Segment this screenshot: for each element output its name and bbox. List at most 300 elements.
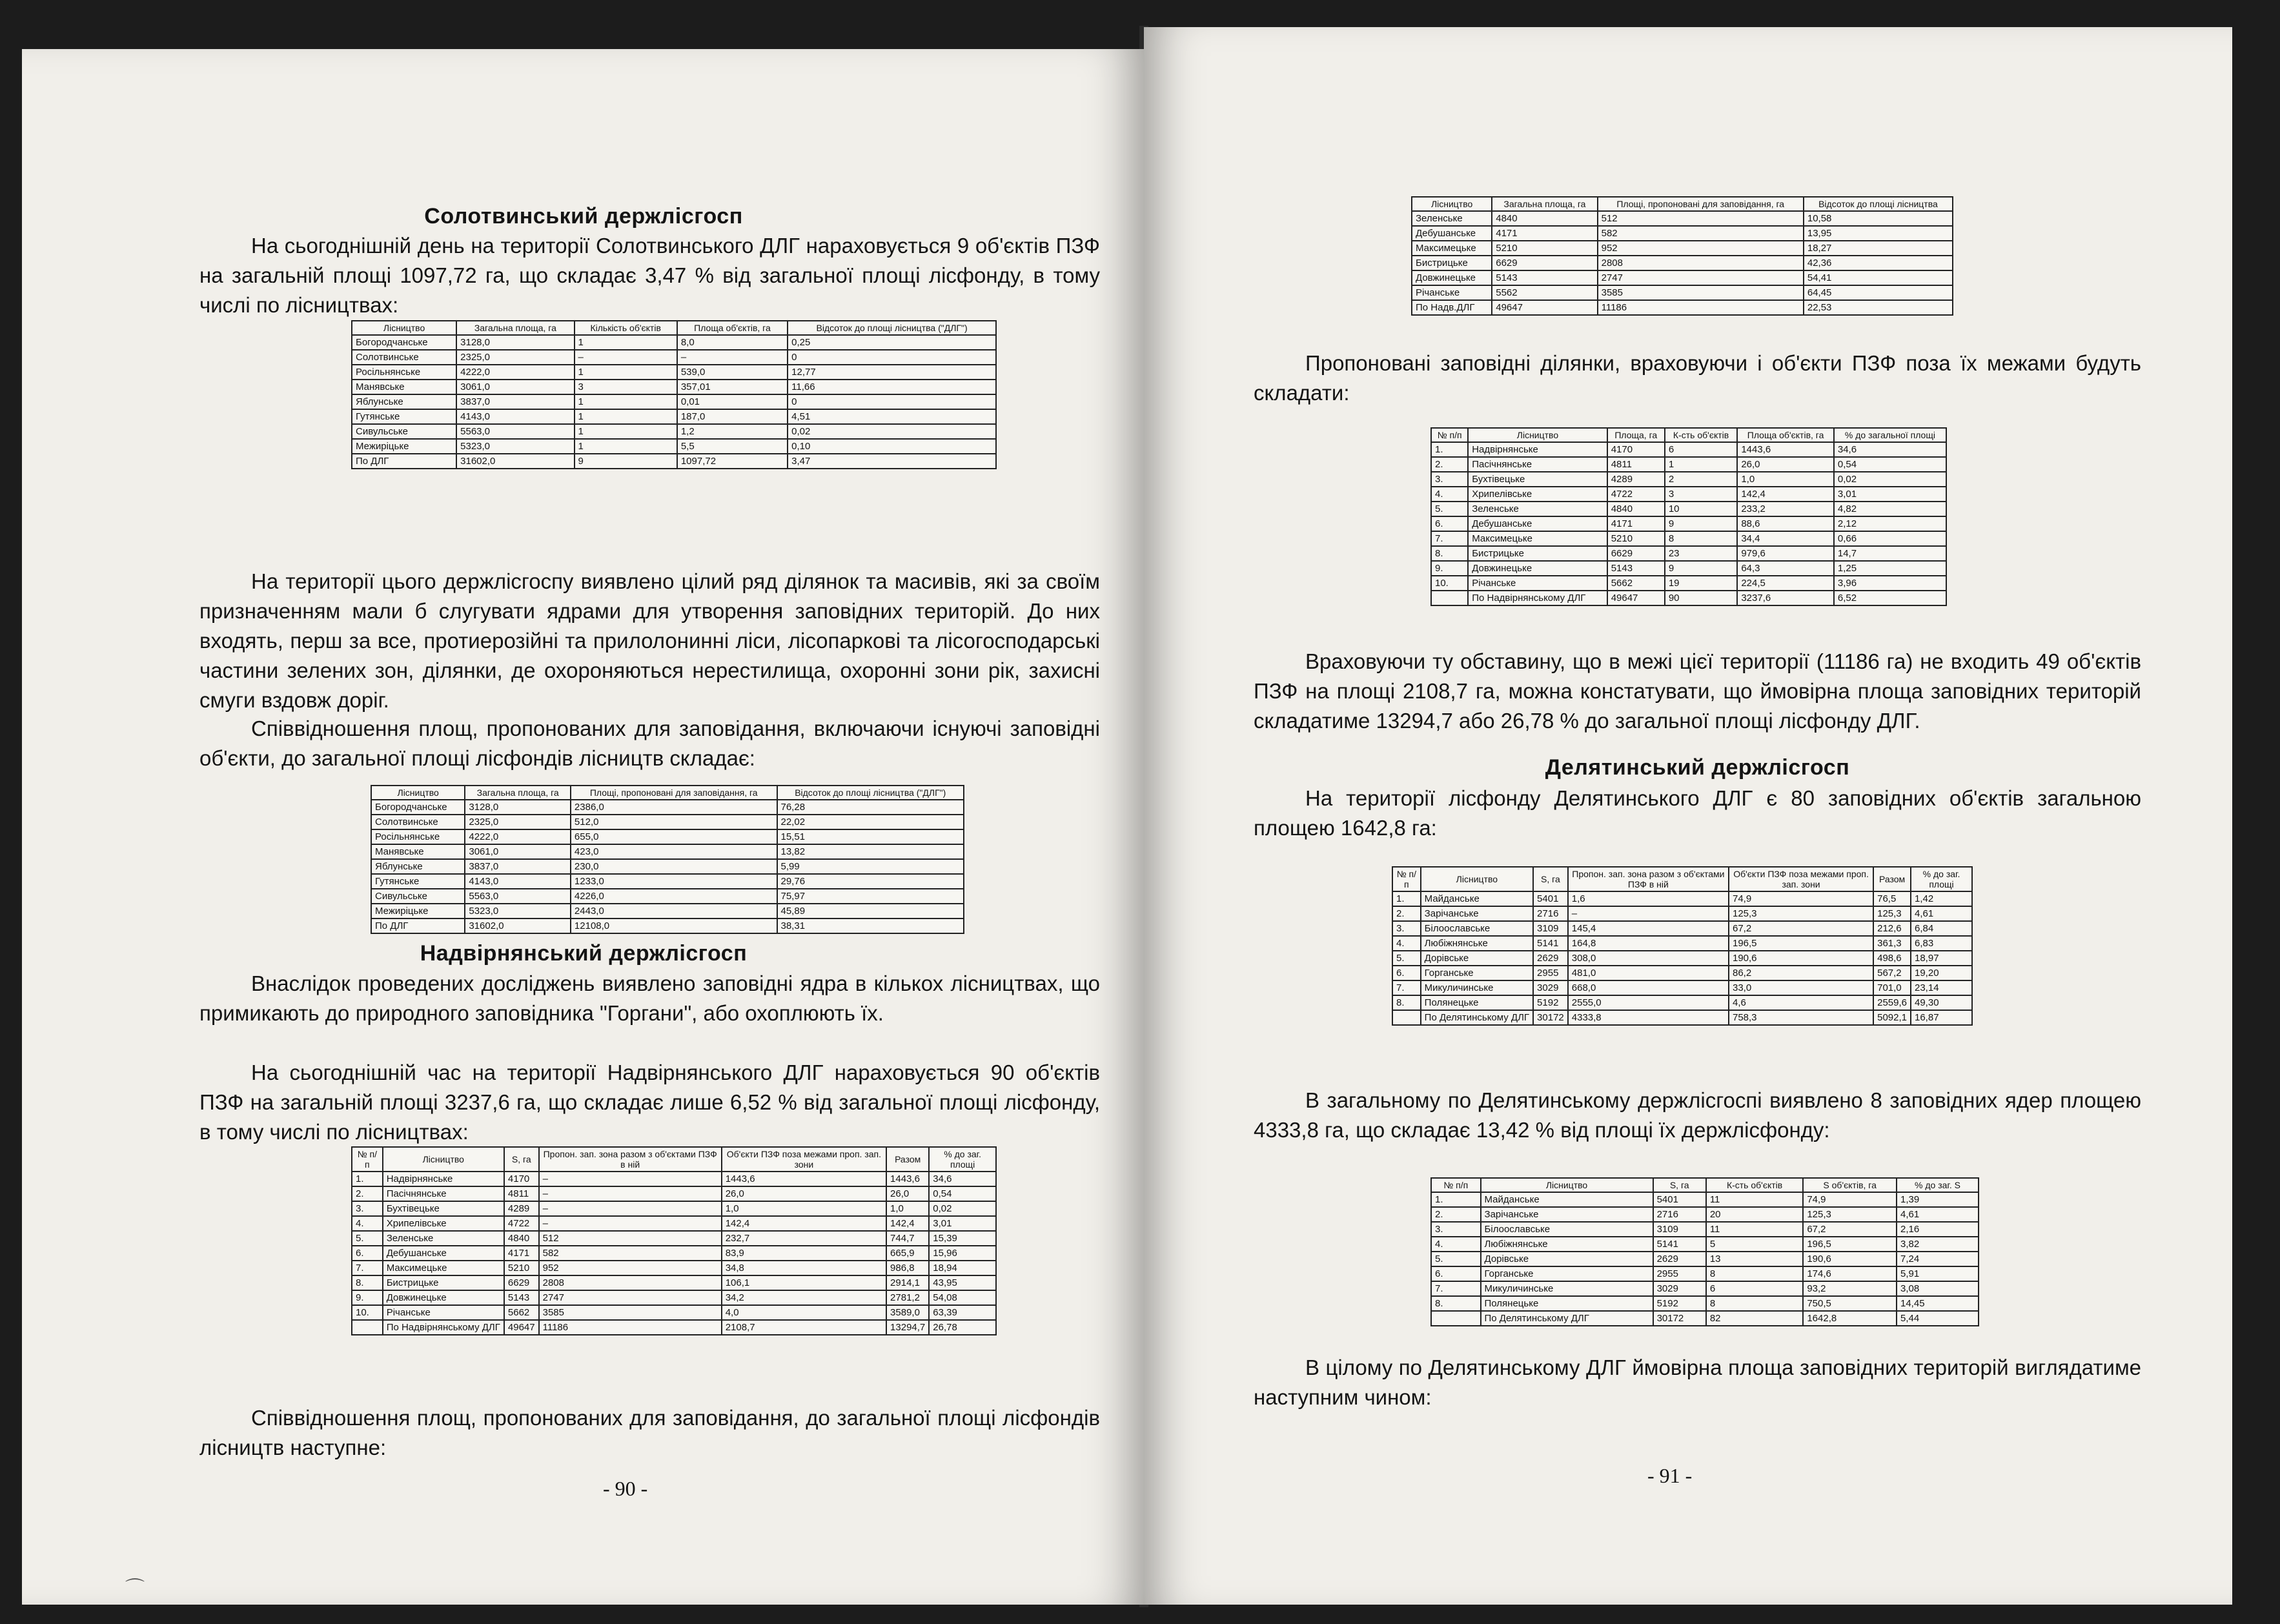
column-header: Площі, пропоновані для заповідання, га: [571, 786, 777, 800]
solotvyno-para3: Співвідношення площ, пропонованих для заповідання, включаючи існуючі заповідні об'єкти, до загальної площі лісфондів лісництв складає:: [199, 716, 1100, 770]
table-cell: 5,5: [677, 439, 788, 454]
table-cell: 125,3: [1873, 906, 1911, 921]
table-cell: 2955: [1653, 1266, 1706, 1281]
table-cell: –: [539, 1172, 722, 1186]
table-cell: По Делятинському ДЛГ: [1421, 1010, 1533, 1025]
table-cell: 308,0: [1568, 951, 1729, 966]
table-cell: 3.: [1431, 1222, 1481, 1237]
table-cell: 3837,0: [456, 394, 574, 409]
table-cell: 174,6: [1803, 1266, 1897, 1281]
table-cell: 8.: [1392, 995, 1421, 1010]
table-cell: 4143,0: [456, 409, 574, 424]
table-cell: Зарічанське: [1421, 906, 1533, 921]
table-cell: 212,6: [1873, 921, 1911, 936]
table-cell: 1,0: [722, 1201, 886, 1216]
table-row: [1412, 300, 1953, 315]
table-row: [371, 889, 964, 904]
table-cell: 2325,0: [465, 815, 571, 829]
column-header: Разом: [1873, 867, 1911, 891]
table-row: [371, 829, 964, 844]
table-cell: 1233,0: [571, 874, 777, 889]
column-header: S, га: [1533, 867, 1568, 891]
table-cell: 9: [575, 454, 677, 469]
table-row: [352, 380, 996, 394]
table-cell: 145,4: [1568, 921, 1729, 936]
table-cell: 6,52: [1834, 591, 1946, 605]
column-header: Загальна площа, га: [456, 321, 574, 335]
table-cell: 3585: [539, 1305, 722, 1320]
column-header: Кількість об'єктів: [575, 321, 677, 335]
table-cell: 5401: [1653, 1192, 1706, 1207]
table-cell: 5662: [504, 1305, 539, 1320]
table-cell: Пасічнянське: [1468, 457, 1607, 472]
table-cell: 1,25: [1834, 561, 1946, 576]
table-cell: 67,2: [1729, 921, 1873, 936]
table-row: [352, 350, 996, 365]
deliatyn-para3: В цілому по Делятинському ДЛГ ймовірна площа заповідних територій виглядатиме наступним чином:: [1254, 1355, 2141, 1409]
table-cell: Бухтівецьке: [383, 1201, 504, 1216]
table-cell: 76,5: [1873, 891, 1911, 906]
table-cell: Солотвинське: [352, 350, 456, 365]
table-cell: Дорівське: [1421, 951, 1533, 966]
table-cell: 49,30: [1911, 995, 1972, 1010]
table-nadvirna-objects: [1430, 427, 1947, 606]
table-cell: 5323,0: [465, 904, 571, 919]
table-cell: Яблунське: [352, 394, 456, 409]
table-cell: 952: [1598, 241, 1804, 256]
table-cell: 2955: [1533, 966, 1568, 980]
table-cell: 512: [539, 1231, 722, 1246]
table-cell: 2,16: [1897, 1222, 1979, 1237]
table-cell: Манявське: [352, 380, 456, 394]
table-cell: 4,51: [788, 409, 996, 424]
table-cell: 23,14: [1911, 980, 1972, 995]
table-cell: Любіжнянське: [1421, 936, 1533, 951]
table-cell: 1443,6: [1737, 442, 1834, 457]
table-cell: 74,9: [1803, 1192, 1897, 1207]
table-cell: Максимецьке: [1412, 241, 1492, 256]
table-cell: 13,95: [1804, 226, 1953, 241]
table-cell: 0,02: [1834, 472, 1946, 487]
table-cell: Бухтівецьке: [1468, 472, 1607, 487]
column-header: Об'єкти ПЗФ поза межами проп. зап. зони: [1729, 867, 1873, 891]
table-cell: Горганське: [1481, 1266, 1653, 1281]
table-cell: Горганське: [1421, 966, 1533, 980]
table-cell: Бистрицьке: [1468, 546, 1607, 561]
table-cell: 3,47: [788, 454, 996, 469]
table-cell: 582: [539, 1246, 722, 1261]
table-cell: 1: [575, 409, 677, 424]
table-cell: Сивульське: [371, 889, 465, 904]
table-cell: Надвірнянське: [383, 1172, 504, 1186]
page-number-right: - 91 -: [1647, 1464, 1693, 1487]
table-row: [1431, 1311, 1979, 1326]
table-cell: 4222,0: [465, 829, 571, 844]
table-cell: 42,36: [1804, 256, 1953, 270]
table-cell: 2629: [1533, 951, 1568, 966]
table-cell: 18,27: [1804, 241, 1953, 256]
table-row: [371, 859, 964, 874]
table-cell: 11186: [1598, 300, 1804, 315]
table-cell: 3029: [1653, 1281, 1706, 1296]
table-cell: 3.: [352, 1201, 383, 1216]
table-cell: 668,0: [1568, 980, 1729, 995]
column-header: Разом: [886, 1147, 929, 1172]
table-cell: 5141: [1653, 1237, 1706, 1252]
table-row: [1412, 241, 1953, 256]
table-cell: 979,6: [1737, 546, 1834, 561]
table-cell: 2.: [1431, 457, 1468, 472]
table-cell: 7.: [1431, 1281, 1481, 1296]
table-row: [1392, 906, 1972, 921]
column-header: Відсоток до площі лісництва ("ДЛГ"): [788, 321, 996, 335]
table-cell: 12,77: [788, 365, 996, 380]
table-cell: Дорівське: [1481, 1252, 1653, 1266]
table-cell: Микуличинське: [1481, 1281, 1653, 1296]
table-row: [352, 454, 996, 469]
table-cell: 357,01: [677, 380, 788, 394]
table-cell: –: [539, 1216, 722, 1231]
column-header: Лісництво: [383, 1147, 504, 1172]
table-cell: 11186: [539, 1320, 722, 1335]
table-cell: 125,3: [1803, 1207, 1897, 1222]
table-cell: 3,82: [1897, 1237, 1979, 1252]
table-cell: 142,4: [722, 1216, 886, 1231]
table-cell: 34,4: [1737, 531, 1834, 546]
nadvirna-conclusion: Враховуючи ту обставину, що в межі цієї території (11186 га) не входить 49 об'єктів ПЗФ на площі 2108,7 га, можна констатувати, що ймовірна площа заповідних територій складатиме 13294,7 або 26,78 % до загальної площі лісфонду ДЛГ.: [1254, 649, 2141, 733]
table-row: [1431, 591, 1946, 605]
column-header: Площа об'єктів, га: [1737, 428, 1834, 442]
table-cell: 5.: [1431, 1252, 1481, 1266]
table-cell: Богородчанське: [352, 335, 456, 350]
table-cell: 15,96: [929, 1246, 996, 1261]
table-row: [371, 874, 964, 889]
deliatyn-para1: На території лісфонду Делятинського ДЛГ є 80 заповідних об'єктів загальною площею 1642,8 га:: [1254, 786, 2141, 840]
column-header: № п/п: [1392, 867, 1421, 891]
table-cell: 4722: [504, 1216, 539, 1231]
table-cell: 1: [575, 424, 677, 439]
table-cell: 1,42: [1911, 891, 1972, 906]
table-cell: 19: [1665, 576, 1738, 591]
table-cell: 2.: [352, 1186, 383, 1201]
table-cell: Майданське: [1481, 1192, 1653, 1207]
table-cell: По Делятинському ДЛГ: [1481, 1311, 1653, 1326]
table-cell: 4170: [1607, 442, 1665, 457]
table-cell: –: [539, 1186, 722, 1201]
table-cell: 0,25: [788, 335, 996, 350]
table-cell: 0,10: [788, 439, 996, 454]
table-cell: 125,3: [1729, 906, 1873, 921]
table-cell: 6,83: [1911, 936, 1972, 951]
table-cell: 4222,0: [456, 365, 574, 380]
table-cell: 31602,0: [465, 919, 571, 933]
table-cell: 34,6: [1834, 442, 1946, 457]
table-cell: Полянецьке: [1481, 1296, 1653, 1311]
table-cell: 88,6: [1737, 516, 1834, 531]
table-row: [352, 409, 996, 424]
table-header-row: [1431, 1178, 1979, 1192]
table-cell: 3029: [1533, 980, 1568, 995]
table-cell: 5143: [1492, 270, 1597, 285]
table-row: [371, 919, 964, 933]
left-page: [22, 49, 1144, 1605]
table-cell: Білоославське: [1421, 921, 1533, 936]
table-cell: 498,6: [1873, 951, 1911, 966]
table-cell: 3,01: [929, 1216, 996, 1231]
column-header: % до заг. площі: [1911, 867, 1972, 891]
column-header: Площа, га: [1607, 428, 1665, 442]
table-cell: 3109: [1653, 1222, 1706, 1237]
table-cell: 11: [1706, 1192, 1804, 1207]
column-header: Відсоток до площі лісництва: [1804, 197, 1953, 211]
table-cell: 4811: [1607, 457, 1665, 472]
table-cell: 0,01: [677, 394, 788, 409]
table-cell: Бистрицьке: [383, 1275, 504, 1290]
table-cell: 5,99: [777, 859, 964, 874]
table-row: [352, 1261, 996, 1275]
table-cell: 2716: [1653, 1207, 1706, 1222]
table-cell: 6.: [1431, 516, 1468, 531]
table-cell: 82: [1706, 1311, 1804, 1326]
table-cell: 11: [1706, 1222, 1804, 1237]
table-cell: 4840: [1607, 502, 1665, 516]
table-cell: 1.: [352, 1172, 383, 1186]
table-cell: 1,39: [1897, 1192, 1979, 1207]
table-row: [352, 1246, 996, 1261]
table-cell: По Надв.ДЛГ: [1412, 300, 1492, 315]
nadvirna-proposed-para: Пропоновані заповідні ділянки, враховуючи і об'єкти ПЗФ поза їх межами будуть складати:: [1254, 351, 2141, 405]
table-cell: 232,7: [722, 1231, 886, 1246]
table-solotvyno-pzf: [351, 320, 997, 469]
column-header: Лісництво: [371, 786, 465, 800]
table-row: [352, 1231, 996, 1246]
column-header: Загальна площа, га: [1492, 197, 1597, 211]
table-cell: Довжинецьке: [1468, 561, 1607, 576]
table-row: [1412, 285, 1953, 300]
table-cell: 3237,6: [1737, 591, 1834, 605]
table-cell: 4,6: [1729, 995, 1873, 1010]
table-cell: 64,3: [1737, 561, 1834, 576]
table-row: [1431, 1296, 1979, 1311]
table-cell: 196,5: [1729, 936, 1873, 951]
table-row: [352, 1172, 996, 1186]
table-cell: 6,84: [1911, 921, 1972, 936]
table-cell: 1443,6: [886, 1172, 929, 1186]
table-row: [1392, 1010, 1972, 1025]
table-cell: 1443,6: [722, 1172, 886, 1186]
table-row: [352, 365, 996, 380]
table-cell: 3589,0: [886, 1305, 929, 1320]
table-cell: 9: [1665, 516, 1738, 531]
table-cell: Яблунське: [371, 859, 465, 874]
table-cell: 1,2: [677, 424, 788, 439]
column-header: S об'єктів, га: [1803, 1178, 1897, 1192]
table-row: [352, 335, 996, 350]
table-cell: 3,08: [1897, 1281, 1979, 1296]
table-cell: [1431, 1311, 1481, 1326]
table-row: [352, 1201, 996, 1216]
table-cell: 3: [575, 380, 677, 394]
table-cell: 2747: [1598, 270, 1804, 285]
table-cell: 3.: [1431, 472, 1468, 487]
table-cell: 5141: [1533, 936, 1568, 951]
table-cell: 1097,72: [677, 454, 788, 469]
table-row: [1431, 546, 1946, 561]
column-header: Площа об'єктів, га: [677, 321, 788, 335]
table-cell: 539,0: [677, 365, 788, 380]
column-header: Лісництво: [352, 321, 456, 335]
deliatyn-para2: В загальному по Делятинському держлісгоспі виявлено 8 заповідних ядер площею 4333,8 га, що складає 13,42 % від площі їх держлісфонду:: [1254, 1088, 2141, 1142]
table-cell: 481,0: [1568, 966, 1729, 980]
table-cell: 1,6: [1568, 891, 1729, 906]
table-cell: 750,5: [1803, 1296, 1897, 1311]
table-cell: 64,45: [1804, 285, 1953, 300]
column-header: Об'єкти ПЗФ поза межами проп. зап. зони: [722, 1147, 886, 1172]
table-cell: По ДЛГ: [371, 919, 465, 933]
table-row: [1431, 442, 1946, 457]
table-cell: Межирiцьке: [371, 904, 465, 919]
column-header: Лісництво: [1468, 428, 1607, 442]
table-cell: 3109: [1533, 921, 1568, 936]
table-cell: Дебушанське: [1412, 226, 1492, 241]
table-cell: 30172: [1533, 1010, 1568, 1025]
nadvirna-para2: На сьогоднішній час на території Надвірнянського ДЛГ нараховується 90 об'єктів ПЗФ на загальній площі 3237,6 га, що складає лише 6,52 % від загальної площі лісфонду, в тому числі по лісництвах:: [199, 1061, 1100, 1144]
table-cell: 5: [1706, 1237, 1804, 1252]
table-row: [1412, 270, 1953, 285]
table-cell: 13: [1706, 1252, 1804, 1266]
table-cell: 4811: [504, 1186, 539, 1201]
table-cell: Зеленське: [383, 1231, 504, 1246]
table-cell: 3128,0: [456, 335, 574, 350]
deliatyn-heading: Делятинський держлісгосп: [1545, 755, 1850, 780]
table-cell: 29,76: [777, 874, 964, 889]
table-cell: 512,0: [571, 815, 777, 829]
table-cell: 3061,0: [456, 380, 574, 394]
table-cell: 582: [1598, 226, 1804, 241]
table-cell: Зарічанське: [1481, 1207, 1653, 1222]
table-cell: Любіжнянське: [1481, 1237, 1653, 1252]
table-cell: 6.: [352, 1246, 383, 1261]
table-deliatyn-objects: [1430, 1177, 1979, 1326]
table-cell: 2325,0: [456, 350, 574, 365]
table-row: [1431, 1192, 1979, 1207]
table-cell: 10: [1665, 502, 1738, 516]
column-header: % до заг. S: [1897, 1178, 1979, 1192]
table-cell: 10.: [1431, 576, 1468, 591]
table-cell: Сивульське: [352, 424, 456, 439]
table-cell: 2914,1: [886, 1275, 929, 1290]
table-cell: 75,97: [777, 889, 964, 904]
table-header-row: [352, 321, 996, 335]
table-cell: 19,20: [1911, 966, 1972, 980]
table-cell: Довжинецьке: [383, 1290, 504, 1305]
table-cell: 33,0: [1729, 980, 1873, 995]
table-cell: 196,5: [1803, 1237, 1897, 1252]
table-cell: 4.: [1431, 1237, 1481, 1252]
table-row: [352, 1290, 996, 1305]
nadvirna-para1: Внаслідок проведених досліджень виявлено заповідні ядра в кількох лісництвах, що примикають до природного заповідника "Горгани", або охоплюють їх.: [199, 971, 1100, 1025]
table-cell: 1: [575, 335, 677, 350]
table-cell: 4170: [504, 1172, 539, 1186]
table-cell: 986,8: [886, 1261, 929, 1275]
column-header: S, га: [1653, 1178, 1706, 1192]
table-cell: 512: [1598, 211, 1804, 226]
table-row: [371, 815, 964, 829]
table-row: [1431, 502, 1946, 516]
table-cell: 3128,0: [465, 800, 571, 815]
table-solotvyno-proposed: [371, 785, 964, 934]
table-cell: 93,2: [1803, 1281, 1897, 1296]
table-cell: 5092,1: [1873, 1010, 1911, 1025]
table-cell: Бистрицьке: [1412, 256, 1492, 270]
table-cell: 4840: [1492, 211, 1597, 226]
table-cell: 4143,0: [465, 874, 571, 889]
table-cell: 3.: [1392, 921, 1421, 936]
table-cell: 1: [575, 439, 677, 454]
table-cell: –: [539, 1201, 722, 1216]
table-cell: 567,2: [1873, 966, 1911, 980]
table-cell: 1.: [1431, 1192, 1481, 1207]
table-cell: 952: [539, 1261, 722, 1275]
table-cell: Дебушанське: [1468, 516, 1607, 531]
table-cell: 2716: [1533, 906, 1568, 921]
table-cell: 5210: [1492, 241, 1597, 256]
table-cell: 4,61: [1897, 1207, 1979, 1222]
table-cell: 2555,0: [1568, 995, 1729, 1010]
table-cell: Гутянське: [352, 409, 456, 424]
table-cell: 5143: [504, 1290, 539, 1305]
table-row: [1392, 980, 1972, 995]
table-cell: –: [575, 350, 677, 365]
table-cell: 233,2: [1737, 502, 1834, 516]
table-cell: 4171: [504, 1246, 539, 1261]
table-row: [352, 424, 996, 439]
column-header: Відсоток до площі лісництва ("ДЛГ"): [777, 786, 964, 800]
table-cell: 14,7: [1834, 546, 1946, 561]
table-cell: 1.: [1392, 891, 1421, 906]
table-cell: 3061,0: [465, 844, 571, 859]
table-cell: 18,97: [1911, 951, 1972, 966]
table-cell: 1: [575, 394, 677, 409]
table-cell: 2747: [539, 1290, 722, 1305]
table-cell: 5562: [1492, 285, 1597, 300]
table-cell: 3: [1665, 487, 1738, 502]
column-header: Пропон. зап. зона разом з об'єктами ПЗФ в ній: [1568, 867, 1729, 891]
table-cell: Пасічнянське: [383, 1186, 504, 1201]
table-cell: 3,01: [1834, 487, 1946, 502]
table-cell: 2781,2: [886, 1290, 929, 1305]
table-cell: Гутянське: [371, 874, 465, 889]
pen-mark: ⌒: [125, 1578, 145, 1599]
nadvirna-para3: Співвідношення площ, пропонованих для заповідання, до загальної площі лісфондів лісництв наступне:: [199, 1406, 1100, 1459]
table-cell: [1431, 591, 1468, 605]
table-cell: 34,8: [722, 1261, 886, 1275]
column-header: № п/п: [352, 1147, 383, 1172]
table-cell: 23: [1665, 546, 1738, 561]
table-cell: Росільнянське: [352, 365, 456, 380]
table-row: [1431, 457, 1946, 472]
table-row: [352, 394, 996, 409]
table-cell: 34,2: [722, 1290, 886, 1305]
table-header-row: [1431, 428, 1946, 442]
table-row: [1431, 516, 1946, 531]
table-cell: Зеленське: [1412, 211, 1492, 226]
table-row: [1431, 1207, 1979, 1222]
table-cell: Максимецьке: [383, 1261, 504, 1275]
table-cell: 2.: [1431, 1207, 1481, 1222]
table-cell: 8.: [1431, 1296, 1481, 1311]
table-cell: 361,3: [1873, 936, 1911, 951]
